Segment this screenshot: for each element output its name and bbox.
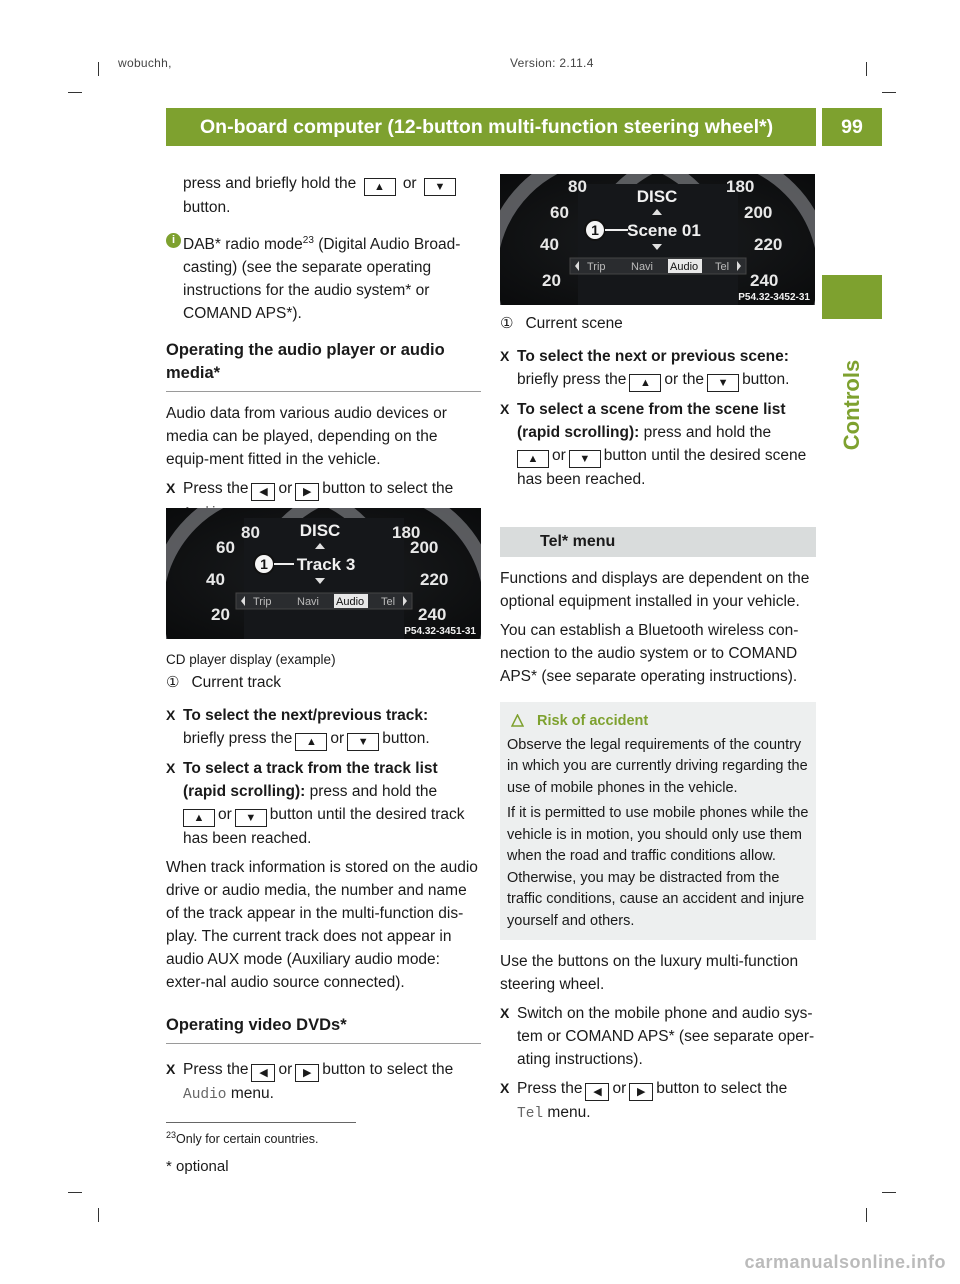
arrow-icon: X [166,1061,176,1077]
arrow-icon: X [500,348,510,364]
step-select-audio: X Press the ◀ or ▶ button to select the [166,477,481,526]
dvd-scene-display-figure [500,174,815,305]
down-button-icon: ▼ [424,178,456,196]
figure-code: P54.32-3452-31 [738,292,810,303]
buttons-paragraph: Use the buttons on the luxury multi-function steering wheel. [500,953,799,993]
down-button-icon: ▼ [569,450,601,468]
speed-label: 180 [726,177,755,196]
step-next-track: X To select the next/previous track: briefly press the ▲ or ▼ button. [166,704,481,751]
section-heading-dvd: Operating video DVDs* [166,1014,481,1044]
display-mode: DISC [299,521,341,540]
step-scene-list: X To select a scene from the scene list (rapid scrolling): press and hold the ▲ or ▼ button until the desired scene has been reached. [500,398,816,491]
menu-item-trip: Trip [253,596,272,608]
up-button-icon: ▲ [183,809,215,827]
track-info-paragraph: When track information is stored on the audio drive or audio media, the number and name of the track appear in the multi-function dis-play. The current track does not appear in audio AUX mode (Auxiliary audio mode: exter-nal audio source connected). [166,859,478,991]
step-select-tel: X Press the ◀ or ▶ button to select the Tel menu. [500,1077,816,1126]
warning-triangle-icon [511,714,524,727]
menu-item-tel: Tel [381,596,396,608]
info-icon: i [166,233,181,248]
print-id-left: wobuchh, [118,56,172,70]
figure-legend: ① Current scene [500,315,623,332]
speed-label: 220 [420,570,449,589]
audio-paragraph: Audio data from various audio devices or media can be played, depending on the equip-ment fitted in the vehicle. [166,405,447,469]
right-button-icon: ▶ [295,1064,319,1082]
speed-label: 40 [540,235,559,254]
speed-label: 20 [542,271,561,290]
warning-paragraph-2: If it is permitted to use mobile phones while the vehicle is in motion, you should only use them when the road and traffic conditions allow. Otherwise, you may be distracted from the traffic conditions, cause an accident and injure yourself and others. [507,805,809,929]
footnote-divider [166,1122,356,1123]
side-tab-marker [822,275,882,319]
up-button-icon: ▲ [517,450,549,468]
figure-code: P54.32-3451-31 [404,626,476,637]
figure-caption: CD player display (example) [166,652,336,667]
menu-item-audio: Audio [670,261,699,273]
speed-label: 220 [754,235,783,254]
crop-mark [866,1208,867,1222]
speed-label: 20 [211,605,230,624]
footnote-ref: 23 [302,235,314,246]
arrow-icon: X [500,1080,510,1096]
menu-item-navi: Navi [631,261,654,273]
menu-item-audio: Audio [336,596,365,608]
page-title: On-board computer (12-button multi-function steering wheel*) [166,108,816,146]
arrow-icon: X [166,760,176,776]
crop-mark [98,62,99,76]
menu-name: Audio [183,1087,227,1103]
cd-player-display-figure [166,508,481,639]
speed-label: 200 [410,538,439,557]
crop-mark [882,1192,896,1193]
svg-text:1: 1 [260,556,268,572]
crop-mark [68,1192,82,1193]
section-heading-audio: Operating the audio player or audio media* [166,339,481,392]
left-button-icon: ◀ [251,483,275,501]
warning-paragraph-1: Observe the legal requirements of the country in which you are currently driving regarding the use of mobile phones in the vehicle. [507,736,808,796]
step-switch-on: X Switch on the mobile phone and audio sys-tem or COMAND APS* (see separate oper-ating instructions). [500,1002,816,1071]
arrow-icon: X [166,707,176,723]
speed-label: 40 [206,570,225,589]
info-note: i DAB* radio mode$^{23}$ (Digital Audio Broad-casting) (see the separate operating instructions for the audio system* or COMAND APS*). [166,229,481,325]
display-mode: DISC [636,187,678,206]
menu-item-navi: Navi [297,596,320,608]
crop-mark [882,92,896,93]
speed-label: 60 [216,538,235,557]
page-number: 99 [822,108,882,146]
tel-paragraph-2: You can establish a Bluetooth wireless con-nection to the audio system or to COMAND APS* (see separate operating instructions). [500,622,799,685]
menu-item-tel: Tel [715,261,730,273]
menu-item-trip: Trip [587,261,606,273]
current-scene: Scene 01 [627,221,701,240]
left-column [166,172,481,532]
crop-mark [68,92,82,93]
warning-title: Risk of accident [507,711,809,733]
side-tab-label: Controls [839,359,864,451]
optional-note: * optional [166,1158,229,1175]
right-column [500,312,816,1132]
section-heading-tel: Tel* menu [500,527,816,557]
speed-label: 80 [568,177,587,196]
intro-paragraph: press and briefly hold the ▲ or ▼ button. [166,172,481,219]
down-button-icon: ▼ [235,809,267,827]
left-button-icon: ◀ [251,1064,275,1082]
speed-label: 200 [744,203,773,222]
arrow-icon: X [500,401,510,417]
arrow-icon: X [500,1005,510,1021]
figure-legend: ① Current track [166,674,282,691]
step-track-list: X To select a track from the track list (rapid scrolling): press and hold the ▲ or ▼ button until the desired track has been reached. [166,757,481,850]
crop-mark [98,1208,99,1222]
down-button-icon: ▼ [707,374,739,392]
watermark: carmanualsonline.info [744,1252,946,1272]
current-track: Track 3 [296,555,356,574]
footnote: $^{23}$Only for certain countries. [166,1130,319,1147]
right-button-icon: ▶ [629,1083,653,1101]
print-id-right: Version: 2.11.4 [510,56,594,70]
crop-mark [866,62,867,76]
arrow-icon: X [166,480,176,497]
speed-label: 180 [392,523,421,542]
up-button-icon: ▲ [364,178,396,196]
speed-label: 80 [241,523,260,542]
step-select-audio-dvd: X Press the ◀ or ▶ button to select the Audio menu. [166,1058,481,1107]
speed-label: 240 [418,605,447,624]
up-button-icon: ▲ [295,733,327,751]
menu-name: Tel [517,1106,544,1122]
right-button-icon: ▶ [295,483,319,501]
step-next-scene: X To select the next or previous scene: briefly press the ▲ or the ▼ button. [500,345,816,392]
tel-paragraph-1: Functions and displays are dependent on the optional equipment installed in your vehicle. [500,570,810,610]
warning-box [500,702,816,940]
speed-label: 240 [750,271,779,290]
svg-text:1: 1 [591,222,599,238]
up-button-icon: ▲ [629,374,661,392]
speed-label: 60 [550,203,569,222]
left-button-icon: ◀ [585,1083,609,1101]
left-column-lower [166,648,481,1113]
down-button-icon: ▼ [347,733,379,751]
